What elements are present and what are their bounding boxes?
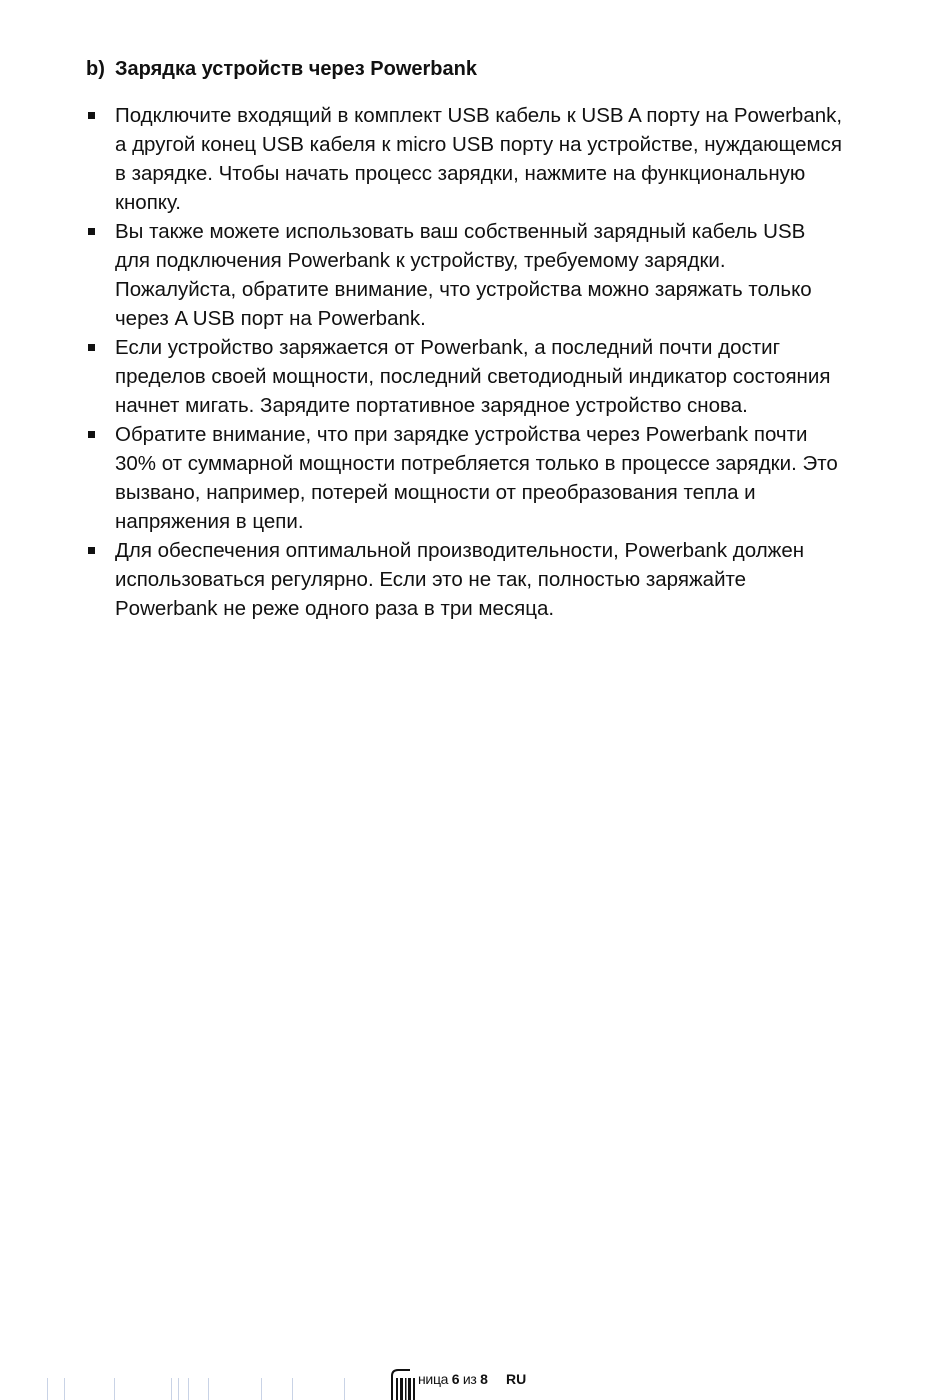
footer-tick — [47, 1378, 48, 1400]
list-item-text: Подключите входящий в комплект USB кабель к USB A порту на Powerbank, а другой конец USB кабеля к micro USB порту на устройстве, нуждающемся в зарядке. Чтобы начать процесс зарядки, нажмите на функциональную кнопку. — [115, 104, 843, 214]
list-item-text: Вы также можете использовать ваш собственный зарядный кабель USB для подключения Powerbank к устройству, требуемому зарядки. Пожалуйста, обратите внимание, что устройства можно заряжать только через A USB порт на Powerbank. — [115, 220, 812, 330]
page-separator: из — [462, 1371, 477, 1387]
list-item — [86, 217, 846, 333]
square-bullet-icon — [88, 228, 95, 235]
list-item-text: Для обеспечения оптимальной производительности, Powerbank должен использоваться регулярно. Если это не так, полностью заряжайте Powerbank не реже одного раза в три месяца. — [115, 539, 805, 620]
list-item-text: Обратите внимание, что при зарядке устройства через Powerbank почти 30% от суммарной мощности потребляется только в процессе зарядки. Это вызвано, например, потерей мощности от преобразования тепла и напряжения в цепи. — [115, 423, 838, 533]
footer-tick — [344, 1378, 345, 1400]
language-code: RU — [506, 1371, 527, 1387]
barcode-icon — [388, 1368, 418, 1400]
list-item — [86, 101, 846, 217]
page-current: 6 — [451, 1371, 460, 1387]
section-letter: b) — [86, 58, 105, 80]
footer-tick — [64, 1378, 65, 1400]
section-heading — [86, 55, 477, 83]
footer-tick — [208, 1378, 209, 1400]
square-bullet-icon — [88, 112, 95, 119]
footer-tick — [178, 1378, 179, 1400]
footer-tick — [188, 1378, 189, 1400]
footer-tick — [261, 1378, 262, 1400]
section-title: Зарядка устройств через Powerbank — [115, 58, 477, 80]
square-bullet-icon — [88, 431, 95, 438]
list-item — [86, 536, 846, 623]
square-bullet-icon — [88, 547, 95, 554]
page-number — [418, 1371, 488, 1387]
list-item-text: Если устройство заряжается от Powerbank, а последний почти достиг пределов своей мощности, последний светодиодный индикатор состояния начнет мигать. Зарядите портативное зарядное устройство снова. — [115, 336, 831, 417]
list-item — [86, 333, 846, 420]
list-item — [86, 420, 846, 536]
instruction-list — [86, 101, 846, 623]
page-label: ница — [418, 1371, 449, 1387]
footer-tick — [292, 1378, 293, 1400]
square-bullet-icon — [88, 344, 95, 351]
footer-tick — [171, 1378, 172, 1400]
page-footer — [0, 1366, 950, 1400]
page-total: 8 — [480, 1371, 488, 1387]
footer-tick — [114, 1378, 115, 1400]
